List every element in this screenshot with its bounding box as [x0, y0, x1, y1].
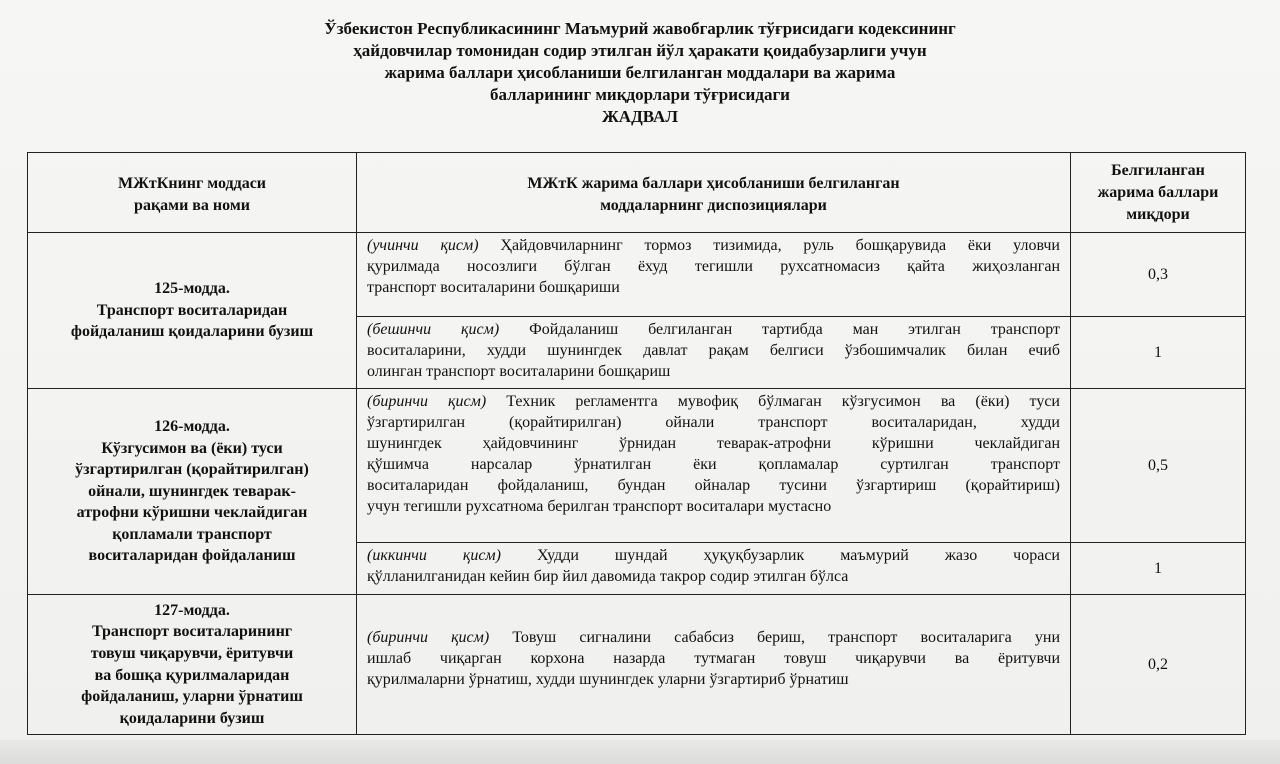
table-row	[28, 595, 1246, 735]
table-header-row	[28, 153, 1246, 233]
title-heading: ЖАДВАЛ	[602, 107, 678, 126]
article-cell: 125-модда. Транспорт воситаларидан фойдаланиш қоидаларини бузиш	[28, 233, 357, 389]
disposition-cell: (учинчи қисм) Ҳайдовчиларнинг тормоз тизимида, руль бошқарувида ёки уловчи қурилмада носозлиги бўлган ёхуд тегишли рухсатномасиз қайта жиҳозланган транспорт воситаларини бошқариши	[357, 233, 1071, 317]
points-cell: 0,2	[1071, 595, 1246, 735]
disposition-cell: (иккинчи қисм) Худди шундай ҳуқуқбузарлик маъмурий жазо чораси қўлланилганидан кейин бир йил давомида такрор содир этилган бўлса	[357, 543, 1071, 595]
disposition-cell: (биринчи қисм) Товуш сигналини сабабсиз бериш, транспорт воситаларига уни ишлаб чиқарган корхона назарда тутмаган товуш чиқарувчи ва ёритувчи қурилмаларни ўрнатиш, худди шунингдек уларни ўзгартириб ўрнатиш	[357, 595, 1071, 735]
table-row	[28, 233, 1246, 317]
points-cell: 0,3	[1071, 233, 1246, 317]
part-label: (иккинчи қисм)	[367, 547, 501, 564]
disposition-cell: (биринчи қисм) Техник регламентга мувофиқ бўлмаган кўзгусимон ва (ёки) туси ўзгартирилган (қорайтирилган) ойнали транспорт воситаларидан, худди шунингдек ҳайдовчининг ўрнидан теварак-атрофни кўришни чеклайдиган қўшимча нарсалар ўрнатилган ёки қопламалар суртилган транспорт воситаларидан фойдаланиш, бундан ойналар тусини ўзгартириш (қорайтириш) учун тегишли рухсатнома берилган транспорт воситалари мустасно	[357, 389, 1071, 543]
title-line: ҳайдовчилар томонидан содир этилган йўл ҳаракати қоидабузарлиги учун	[353, 41, 927, 60]
title-line: жарима баллари ҳисобланиши белгиланган моддалари ва жарима	[384, 63, 896, 82]
fines-table	[27, 152, 1246, 735]
part-label: (биринчи қисм)	[367, 393, 487, 410]
document-title	[0, 18, 1280, 128]
disposition-cell: (бешинчи қисм) Фойдаланиш белгиланган тартибда ман этилган транспорт воситаларини, худди шунингдек давлат рақам белгиси ўзбошимчалик билан ечиб олинган транспорт воситаларини бошқариш	[357, 317, 1071, 389]
part-label: (биринчи қисм)	[367, 629, 490, 646]
points-cell: 0,5	[1071, 389, 1246, 543]
title-line: балларининг миқдорлари тўғрисидаги	[490, 85, 790, 104]
part-label: (учинчи қисм)	[367, 237, 479, 254]
article-cell: 127-модда. Транспорт воситаларининг товуш чиқарувчи, ёритувчи ва бошқа қурилмаларидан фойдаланиш, уларни ўрнатиш қоидаларини бузиш	[28, 595, 357, 735]
table-row	[28, 389, 1246, 543]
points-cell: 1	[1071, 543, 1246, 595]
part-label: (бешинчи қисм)	[367, 321, 500, 338]
header-article: МЖтКнинг моддаси рақами ва номи	[28, 153, 357, 233]
header-disposition: МЖтК жарима баллари ҳисобланиши белгиланган моддаларнинг диспозициялари	[357, 153, 1071, 233]
article-cell: 126-модда. Кўзгусимон ва (ёки) туси ўзгартирилган (қорайтирилган) ойнали, шунингдек теварак- атрофни кўришни чеклайдиган қопламали транспорт воситаларидан фойдаланиш	[28, 389, 357, 595]
points-cell: 1	[1071, 317, 1246, 389]
title-line: Ўзбекистон Республикасининг Маъмурий жавобгарлик тўғрисидаги кодексининг	[324, 19, 956, 38]
page-bottom-shadow	[0, 740, 1280, 764]
header-points: Белгиланган жарима баллари миқдори	[1071, 153, 1246, 233]
